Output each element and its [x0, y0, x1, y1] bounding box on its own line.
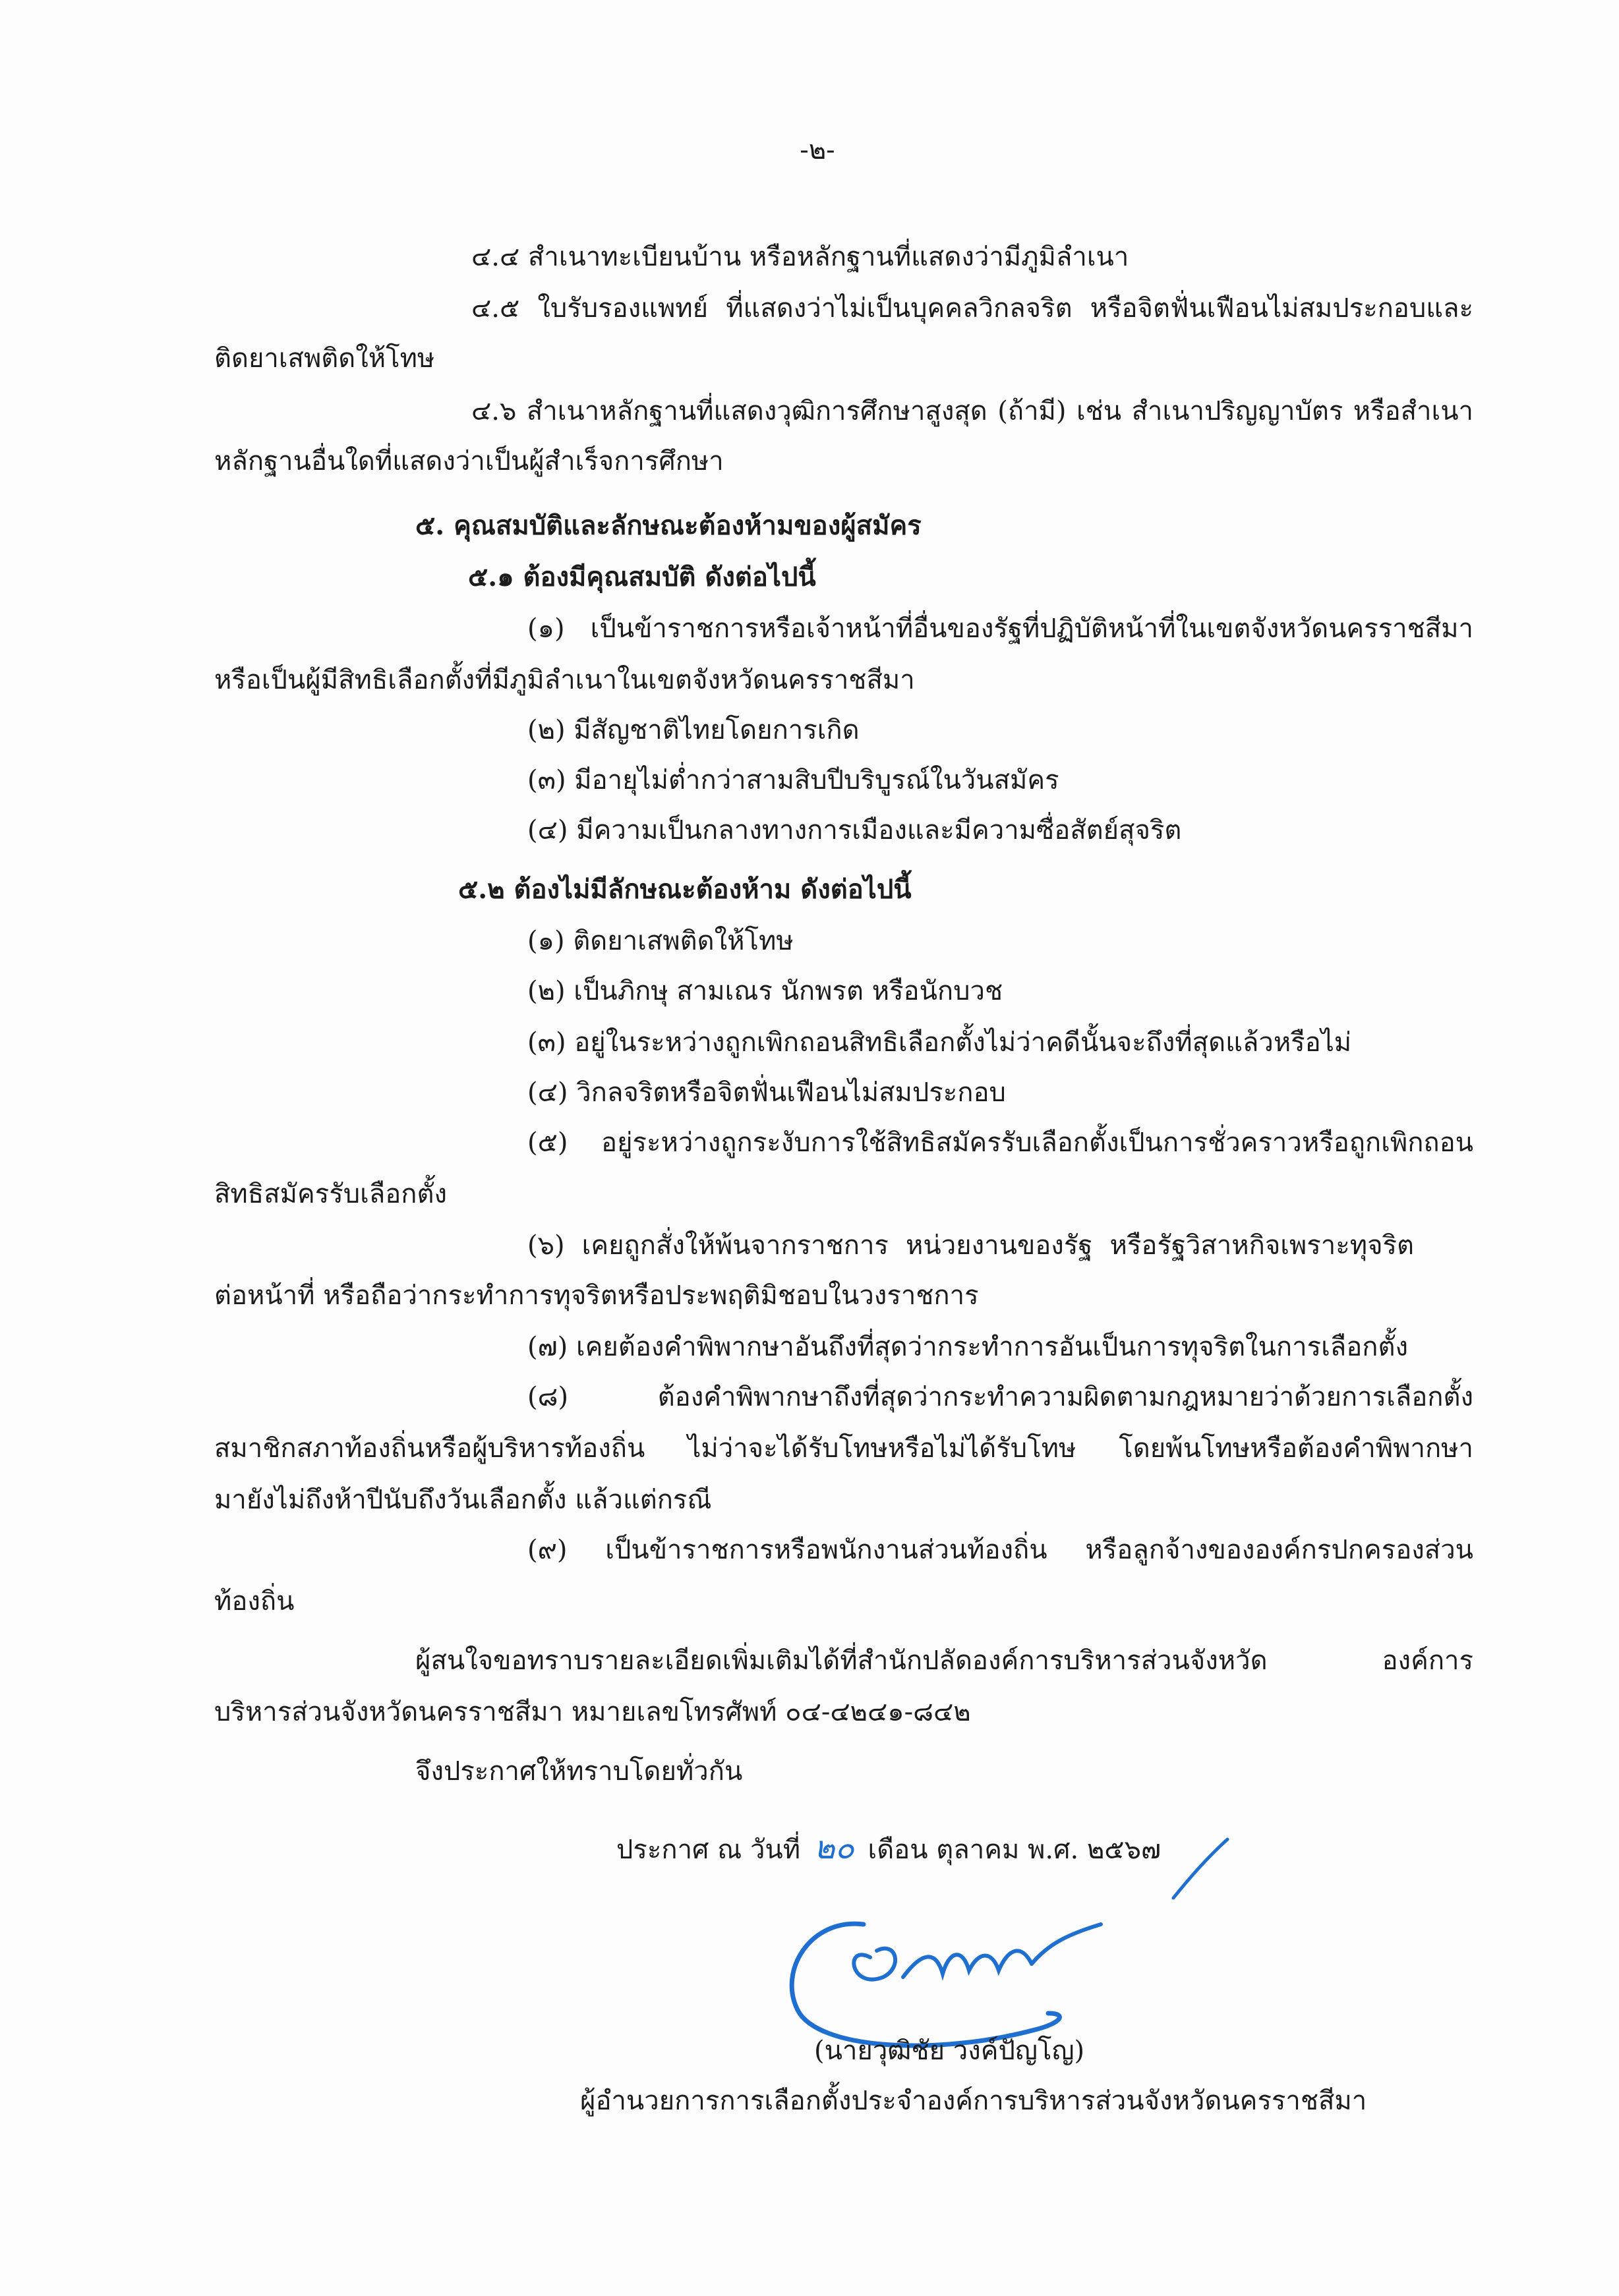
section-5-2-item-8-line3: มายังไม่ถึงห้าปีนับถึงวันเลือกตั้ง แล้วแต่กรณี: [214, 1485, 712, 1515]
section-5-2-item-4: (๔) วิกลจริตหรือจิตฟั่นเฟือนไม่สมประกอบ: [527, 1077, 1006, 1108]
contact-line1: ผู้สนใจขอทราบรายละเอียดเพิ่มเติมได้ที่สำนักปลัดองค์การบริหารส่วนจังหวัด องค์การ: [415, 1646, 1473, 1676]
section-5-2-item-6-line2: ต่อหน้าที่ หรือถือว่ากระทำการทุจริตหรือประพฤติมิชอบในวงราชการ: [214, 1280, 979, 1311]
announce-text: จึงประกาศให้ทราบโดยทั่วกัน: [415, 1756, 743, 1787]
contact-line2: บริหารส่วนจังหวัดนครราชสีมา หมายเลขโทรศัพท์ ๐๔-๔๒๔๑-๘๔๒: [214, 1697, 971, 1727]
section-5-1-item-1-line2: หรือเป็นผู้มีสิทธิเลือกตั้งที่มีภูมิลำเนาในเขตจังหวัดนครราชสีมา: [214, 665, 915, 695]
section-5-1-item-4: (๔) มีความเป็นกลางทางการเมืองและมีความซื่อสัตย์สุจริต: [527, 815, 1182, 846]
section-5-2-item-3: (๓) อยู่ในระหว่างถูกเพิกถอนสิทธิเลือกตั้งไม่ว่าคดีนั้นจะถึงที่สุดแล้วหรือไม่: [527, 1027, 1352, 1058]
signatory-name: (นายวุฒิชัย วงค์ปัญโญ): [814, 2036, 1085, 2066]
item-4-6-line1: ๔.๖ สำเนาหลักฐานที่แสดงวุฒิการศึกษาสูงสุด (ถ้ามี) เช่น สำเนาปริญญาบัตร หรือสำเนา: [471, 396, 1473, 426]
item-4-5-line2: ติดยาเสพติดให้โทษ: [214, 343, 435, 374]
section-5-2-heading: ๕.๒ ต้องไม่มีลักษณะต้องห้าม ดังต่อไปนี้: [458, 874, 912, 905]
section-5-2-item-1: (๑) ติดยาเสพติดให้โทษ: [527, 926, 794, 956]
section-5-2-item-9-line2: ท้องถิ่น: [214, 1586, 295, 1617]
item-4-6-line2: หลักฐานอื่นใดที่แสดงว่าเป็นผู้สำเร็จการศึกษา: [214, 446, 724, 476]
section-5-2-item-8-line1: (๘) ต้องคำพิพากษาถึงที่สุดว่ากระทำความผิดตามกฎหมายว่าด้วยการเลือกตั้ง: [527, 1382, 1473, 1412]
signatory-title: ผู้อำนวยการการเลือกตั้งประจำองค์การบริหารส่วนจังหวัดนครราชสีมา: [580, 2086, 1367, 2116]
date-suffix: เดือน ตุลาคม พ.ศ. ๒๕๖๗: [868, 1835, 1162, 1865]
date-day-handwritten: ๒๐: [813, 1829, 854, 1866]
section-5-2-item-5-line1: (๕) อยู่ระหว่างถูกระงับการใช้สิทธิสมัครรับเลือกตั้งเป็นการชั่วคราวหรือถูกเพิกถอน: [527, 1128, 1473, 1158]
section-5-2-item-6-line1: (๖) เคยถูกสั่งให้พ้นจากราชการ หน่วยงานของรัฐ หรือรัฐวิสาหกิจเพราะทุจริต: [527, 1230, 1414, 1261]
section-5-1-item-3: (๓) มีอายุไม่ต่ำกว่าสามสิบปีบริบูรณ์ในวันสมัคร: [527, 765, 1059, 795]
section-5-1-heading: ๕.๑ ต้องมีคุณสมบัติ ดังต่อไปนี้: [468, 561, 816, 592]
item-4-4: ๔.๔ สำเนาทะเบียนบ้าน หรือหลักฐานที่แสดงว่ามีภูมิลำเนา: [471, 242, 1129, 272]
section-5-2-item-5-line2: สิทธิสมัครรับเลือกตั้ง: [214, 1179, 448, 1209]
item-4-5-line1: ๔.๕ ใบรับรองแพทย์ ที่แสดงว่าไม่เป็นบุคคลวิกลจริต หรือจิตฟั่นเฟือนไม่สมประกอบและ: [471, 293, 1473, 324]
handwritten-mark-icon: [1167, 1835, 1233, 1901]
section-5-2-item-9-line1: (๙) เป็นข้าราชการหรือพนักงานส่วนท้องถิ่น หรือลูกจ้างขององค์กรปกครองส่วน: [527, 1535, 1473, 1565]
section-5-2-item-2: (๒) เป็นภิกษุ สามเณร นักพรต หรือนักบวช: [527, 976, 1003, 1006]
section-5-heading: ๕. คุณสมบัติและลักษณะต้องห้ามของผู้สมัคร: [415, 510, 922, 541]
page-number: -๒-: [800, 135, 835, 165]
section-5-2-item-7: (๗) เคยต้องคำพิพากษาอันถึงที่สุดว่ากระทำการอันเป็นการทุจริตในการเลือกตั้ง: [527, 1332, 1409, 1362]
section-5-2-item-8-line2: สมาชิกสภาท้องถิ่นหรือผู้บริหารท้องถิ่น ไม่ว่าจะได้รับโทษหรือไม่ได้รับโทษ โดยพ้นโทษหรือต้องคำพิพากษา: [214, 1433, 1473, 1464]
section-5-1-item-2: (๒) มีสัญชาติไทยโดยการเกิด: [527, 715, 860, 745]
announcement-date: [616, 1829, 1161, 1868]
section-5-1-item-1-line1: (๑) เป็นข้าราชการหรือเจ้าหน้าที่อื่นของรัฐที่ปฏิบัติหน้าที่ในเขตจังหวัดนครราชสีมา: [527, 614, 1473, 644]
date-prefix: ประกาศ ณ วันที่: [616, 1835, 801, 1865]
